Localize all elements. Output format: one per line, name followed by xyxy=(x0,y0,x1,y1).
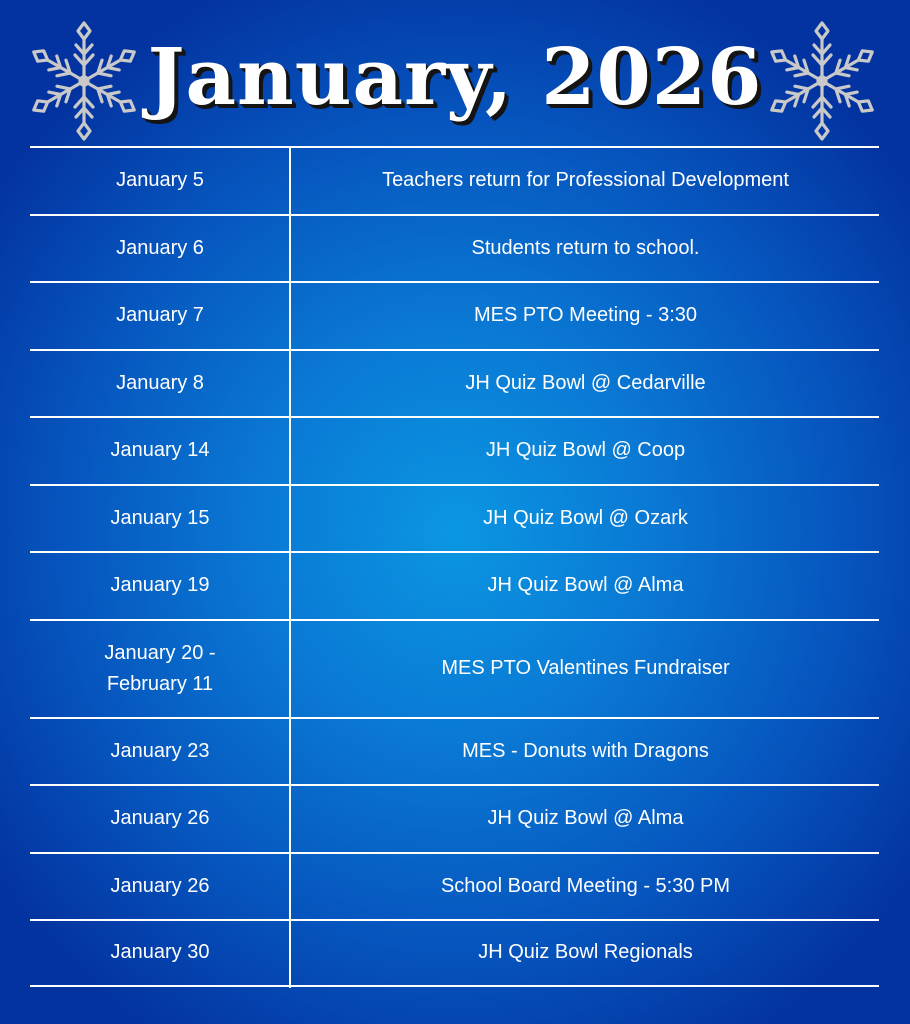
event-description: MES PTO Valentines Fundraiser xyxy=(441,657,730,679)
event-description: Teachers return for Professional Development xyxy=(382,169,789,192)
event-date: January 19 xyxy=(110,574,210,597)
event-date: January 7 xyxy=(116,304,204,327)
event-date: January 15 xyxy=(110,506,210,529)
event-description: JH Quiz Bowl @ Alma xyxy=(487,807,684,830)
event-description: MES - Donuts with Dragons xyxy=(462,739,709,762)
event-description: JH Quiz Bowl Regionals xyxy=(478,941,693,964)
table-row xyxy=(30,784,879,852)
event-date: January 26 xyxy=(110,874,210,897)
table-row xyxy=(30,484,879,552)
events-table xyxy=(30,146,879,987)
table-row xyxy=(30,214,879,282)
snowflake-icon xyxy=(766,18,878,144)
event-description: JH Quiz Bowl @ Alma xyxy=(487,574,684,597)
table-row xyxy=(30,551,879,619)
event-description: JH Quiz Bowl @ Coop xyxy=(485,439,686,462)
event-date: January 14 xyxy=(110,439,210,462)
table-row xyxy=(30,146,879,214)
event-date: January 20 - February 11 xyxy=(104,641,216,695)
table-row xyxy=(30,619,879,717)
event-description: JH Quiz Bowl @ Cedarville xyxy=(465,371,706,394)
event-date: January 8 xyxy=(116,371,204,394)
table-row xyxy=(30,919,879,987)
event-description: JH Quiz Bowl @ Ozark xyxy=(483,506,688,529)
event-date: January 23 xyxy=(110,739,210,762)
event-description: Students return to school. xyxy=(471,236,700,259)
event-date: January 30 xyxy=(110,941,210,964)
table-row xyxy=(30,281,879,349)
column-divider xyxy=(289,146,291,988)
event-date: January 26 xyxy=(110,807,210,830)
event-description: School Board Meeting - 5:30 PM xyxy=(440,874,731,897)
page-title: January, 2026 xyxy=(147,32,763,123)
table-row xyxy=(30,416,879,484)
event-date: January 6 xyxy=(116,236,204,259)
table-row xyxy=(30,852,879,920)
table-row xyxy=(30,717,879,785)
event-date: January 5 xyxy=(116,169,204,192)
event-description: MES PTO Meeting - 3:30 xyxy=(473,304,698,327)
table-row xyxy=(30,349,879,417)
